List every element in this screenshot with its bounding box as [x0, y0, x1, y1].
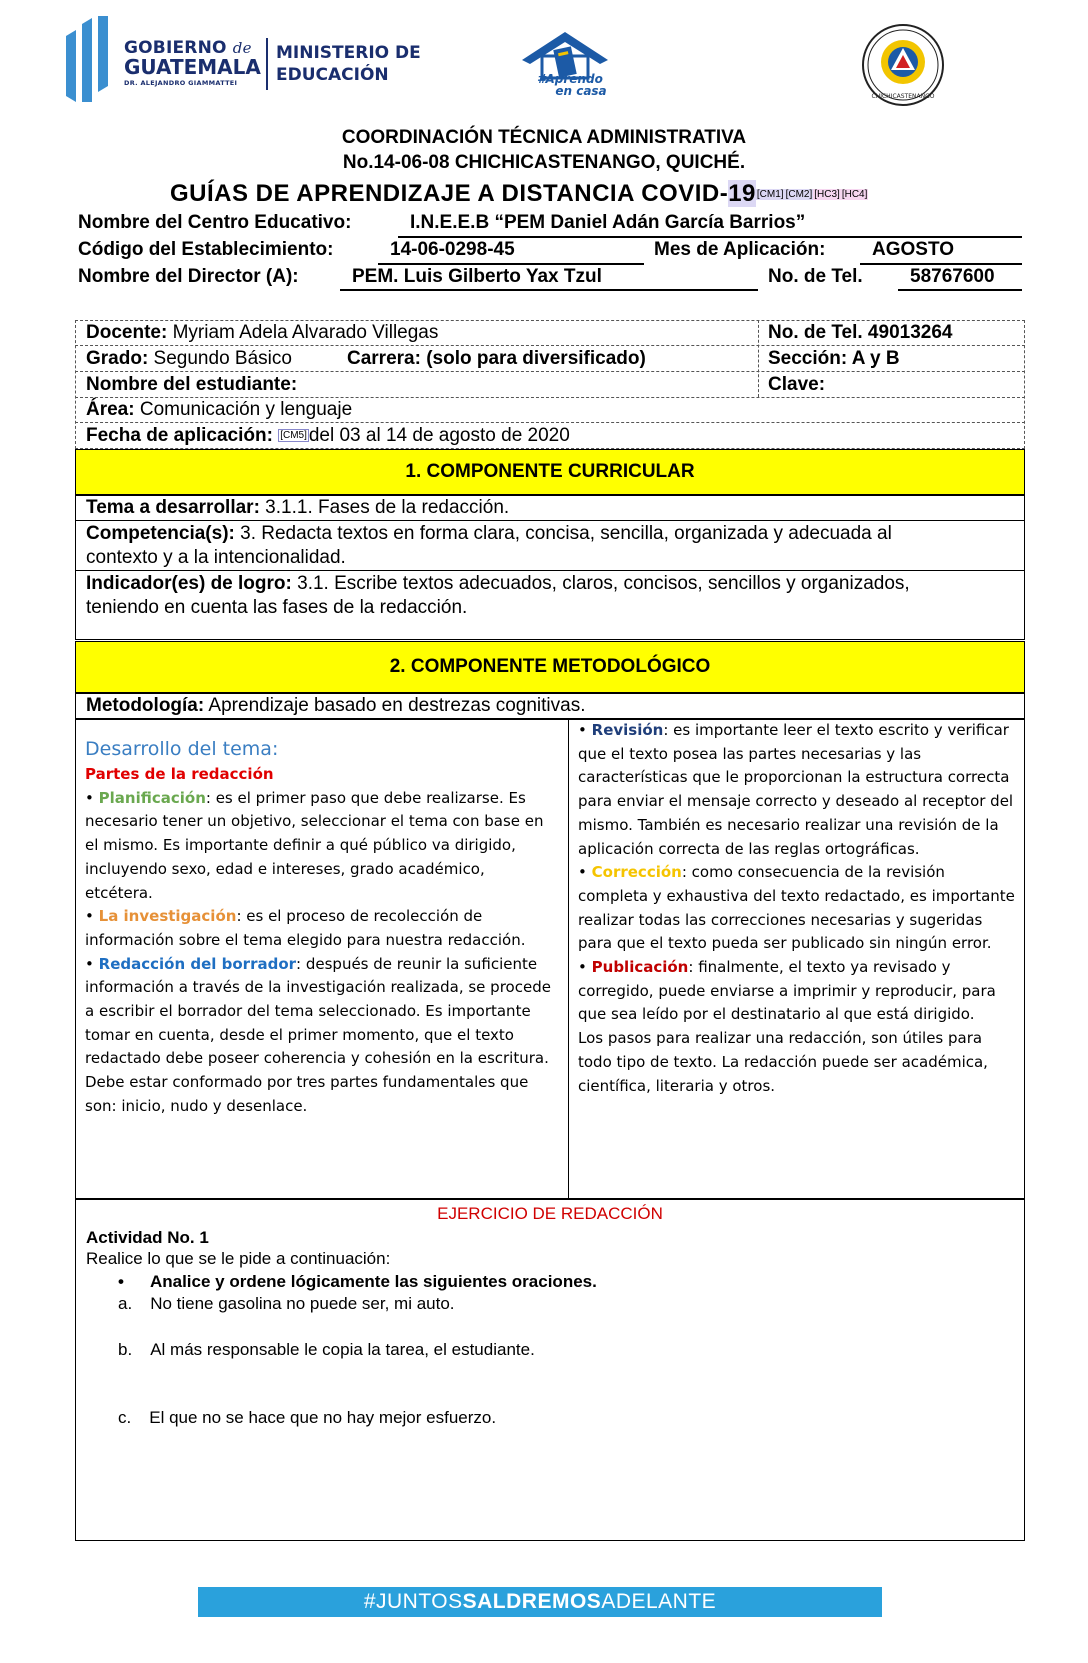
row-divider [75, 371, 1025, 372]
row-divider [75, 520, 1025, 521]
gobierno-guatemala-logo-bars [66, 16, 112, 102]
centro-educativo-value: I.N.E.E.B “PEM Daniel Adán García Barrios” [410, 212, 806, 233]
oracion-b: b. Al más responsable le copia la tarea, el estudiante. [118, 1340, 535, 1359]
row-divider [75, 397, 1025, 398]
desarrollo-left-column [85, 735, 555, 1119]
logo-separator [266, 38, 268, 90]
codigo-underline [378, 263, 644, 265]
codigo-label: Código del Establecimiento: [78, 239, 334, 260]
chichicastenango-seal-icon [858, 22, 948, 108]
ministerio-educacion-logo: MINISTERIO DE EDUCACIÓN [276, 43, 421, 85]
comment-marker[interactable]: [HC4] [841, 189, 868, 201]
investigacion-item: • La investigación: es el proceso de recolección de información sobre el tema elegido para nuestra redacción. [85, 907, 526, 949]
actividad-label: Actividad No. 1 [86, 1228, 209, 1247]
desarrollo-title: Desarrollo del tema: [85, 738, 279, 760]
row-divider [75, 570, 1025, 571]
tel-underline [898, 289, 1022, 291]
mes-underline [860, 263, 1022, 265]
area-cell: Área: Comunicación y lenguaje [86, 399, 353, 420]
comment-marker[interactable]: [CM1] [756, 189, 784, 201]
mes-value: AGOSTO [872, 239, 954, 260]
borrador-item: • Redacción del borrador: después de reunir la suficiente información a través de la investigación realizada, se procede a escribir el borrador del tema seleccionado. Es importante tomar en cuenta, desde el primer momento, que el texto redactado debe poseer coherencia y cohesión en la escritura. Debe estar conformado por tres partes fundamentales que son: inicio, nudo y desenlace. [85, 954, 551, 1115]
column-divider [568, 719, 569, 1199]
comment-marker[interactable]: [CM5] [280, 430, 307, 442]
codigo-value: 14-06-0298-45 [390, 239, 515, 260]
aprendo-en-casa-logo-text: #Aprendo en casa [537, 72, 607, 98]
docente-cell: Docente: Myriam Adela Alvarado Villegas [86, 322, 439, 343]
fecha-cell: Fecha de aplicación: [CM5] del 03 al 14 de agosto de 2020 [86, 425, 570, 446]
carrera-cell: Carrera: (solo para diversificado) [347, 348, 646, 369]
centro-educativo-row: Nombre del Centro Educativo: [78, 212, 352, 233]
comment-marker[interactable]: [HC3] [814, 189, 840, 201]
closing-paragraph: Los pasos para realizar una redacción, son útiles para todo tipo de texto. La redacción puede ser académica, científica, literaria y otros. [578, 1029, 988, 1095]
revision-item: • Revisión: es importante leer el texto escrito y verificar que el texto posea las partes necesarias y las características que le proporcionan la estructura correcta para enviar el mensaje correcto y deseado al receptor del mismo. También es necesario realizar una revisión de la aplicación correcta de las reglas ortográficas. [578, 721, 1014, 858]
componente-metodologico-band [75, 641, 1025, 693]
ejercicio-title: EJERCICIO DE REDACCIÓN [437, 1204, 663, 1223]
seccion-cell: Sección: A y B [768, 348, 900, 369]
column-divider [758, 320, 759, 397]
municipio-title: No.14-06-08 CHICHICASTENANGO, QUICHÉ. [342, 152, 746, 173]
oracion-c: c. El que no se hace que no hay mejor esfuerzo. [118, 1408, 497, 1427]
componente-metodologico-title: 2. COMPONENTE METODOLÓGICO [389, 656, 711, 677]
gobierno-guatemala-logo-text: GOBIERNO de GUATEMALA DR. ALEJANDRO GIAMMATTEI [124, 38, 261, 87]
ejercicio-box [75, 1199, 1025, 1541]
componente-curricular-band [75, 449, 1025, 495]
correccion-item: • Corrección: como consecuencia de la revisión completa y exhaustiva del texto redactado, es importante realizar todas las correcciones necesarias y sugeridas para que el texto pueda ser publicado sin ningún error. [578, 863, 1015, 953]
guias-title: GUÍAS DE APRENDIZAJE A DISTANCIA COVID-19[CM1] [CM2] [HC3] [HC4] [170, 180, 868, 207]
planificacion-item: • Planificación: es el primer paso que debe realizarse. Es necesario tener un objetivo, seleccionar el tema con base en el mismo. Es importante definir a qué público va dirigido, incluyendo sexo, edad e intereses, grado académico, etcétera. [85, 788, 544, 902]
clave-cell: Clave: [768, 374, 826, 395]
director-label: Nombre del Director (A): [78, 266, 299, 287]
instruccion-text: Realice lo que se le pide a continuación: [86, 1249, 391, 1268]
grado-cell: Grado: Segundo Básico [86, 348, 292, 369]
estudiante-cell: Nombre del estudiante: [86, 374, 298, 395]
desarrollo-right-column [578, 719, 1018, 1098]
comment-marker[interactable]: [CM2] [785, 189, 813, 201]
tel-label: No. de Tel. [768, 266, 863, 287]
mes-label: Mes de Aplicación: [654, 239, 826, 260]
tel-value: 58767600 [910, 266, 995, 287]
row-divider [75, 422, 1025, 423]
juntos-saldremos-adelante-banner: #JUNTOSSALDREMOSADELANTE [198, 1587, 882, 1617]
metodologia-cell: Metodología: Aprendizaje basado en destrezas cognitivas. [86, 695, 586, 716]
competencia-cell: Competencia(s): 3. Redacta textos en forma clara, concisa, sencilla, organizada y adecuada al contexto y a la intencionalidad. [86, 523, 892, 568]
oracion-a: a. No tiene gasolina no puede ser, mi auto. [118, 1294, 455, 1313]
publicacion-item: • Publicación: finalmente, el texto ya revisado y corregido, puede enviarse a imprimir y reproducir, para que sea leído por el destinatario al que está dirigido. [578, 958, 996, 1024]
docente-tel-cell: No. de Tel. 49013264 [768, 322, 953, 343]
indicador-cell: Indicador(es) de logro: 3.1. Escribe textos adecuados, claros, concisos, sencillos y organizados, teniendo en cuenta las fases de la redacción. [86, 573, 910, 618]
partes-heading: Partes de la redacción [85, 765, 274, 783]
tarea-item: • Analice y ordene lógicamente las siguientes oraciones. [118, 1272, 597, 1291]
director-underline [340, 289, 758, 291]
componente-curricular-title: 1. COMPONENTE CURRICULAR [405, 461, 695, 482]
coordinacion-title: COORDINACIÓN TÉCNICA ADMINISTRATIVA [341, 127, 747, 148]
tema-cell: Tema a desarrollar: 3.1.1. Fases de la redacción. [86, 497, 510, 518]
centro-underline [398, 236, 1022, 238]
director-value: PEM. Luis Gilberto Yax Tzul [352, 266, 602, 287]
svg-text:CHICHICASTENANGO: CHICHICASTENANGO [871, 93, 935, 100]
row-divider [75, 345, 1025, 346]
